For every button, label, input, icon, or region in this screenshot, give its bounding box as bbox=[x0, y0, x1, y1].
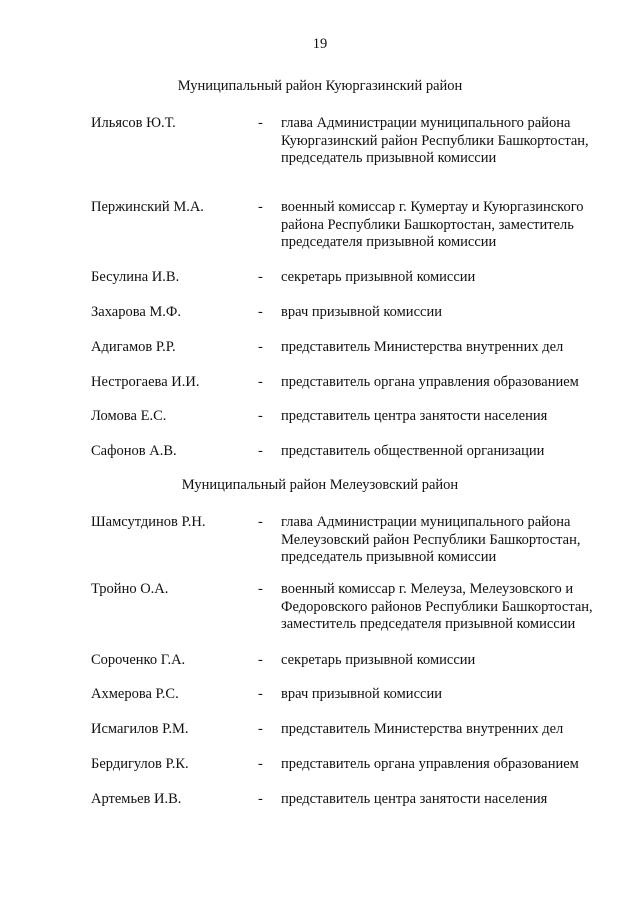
member-role: представитель органа управления образованием bbox=[281, 374, 579, 390]
member-dash: - bbox=[258, 686, 263, 702]
member-dash: - bbox=[258, 199, 263, 215]
member-name: Бесулина И.В. bbox=[91, 269, 180, 285]
member-dash: - bbox=[258, 514, 263, 530]
member-role: представитель Министерства внутренних дел bbox=[281, 721, 564, 737]
member-name: Тройно О.А. bbox=[91, 581, 169, 597]
member-role: военный комиссар г. Кумертау и Куюргазинского района Республики Башкортостан, заместитель председателя призывной комиссии bbox=[281, 199, 584, 250]
member-name: Исмагилов Р.М. bbox=[91, 721, 189, 737]
member-name: Нестрогаева И.И. bbox=[91, 374, 200, 390]
member-name: Сороченко Г.А. bbox=[91, 652, 186, 668]
member-role: глава Администрации муниципального района Куюргазинский район Республики Башкортостан, председатель призывной комиссии bbox=[281, 115, 589, 166]
member-name: Ильясов Ю.Т. bbox=[91, 115, 176, 131]
member-name: Адигамов Р.Р. bbox=[91, 339, 176, 355]
member-role: глава Администрации муниципального района Мелеузовский район Республики Башкортостан, председатель призывной комиссии bbox=[281, 514, 581, 565]
member-dash: - bbox=[258, 269, 263, 285]
member-name: Пержинский М.А. bbox=[91, 199, 204, 215]
member-dash: - bbox=[258, 374, 263, 390]
member-role: секретарь призывной комиссии bbox=[281, 269, 476, 285]
member-dash: - bbox=[258, 721, 263, 737]
member-dash: - bbox=[258, 791, 263, 807]
member-dash: - bbox=[258, 652, 263, 668]
member-role: врач призывной комиссии bbox=[281, 304, 442, 320]
member-role: представитель центра занятости населения bbox=[281, 408, 548, 424]
member-dash: - bbox=[258, 408, 263, 424]
member-role: представитель общественной организации bbox=[281, 443, 545, 459]
section-title: Муниципальный район Куюргазинский район bbox=[177, 78, 463, 94]
member-name: Ломова Е.С. bbox=[91, 408, 167, 424]
member-role: представитель Министерства внутренних дел bbox=[281, 339, 564, 355]
member-role: военный комиссар г. Мелеуза, Мелеузовского и Федоровского районов Республики Башкортостан, заместитель председателя призывной комиссии bbox=[281, 581, 593, 632]
member-dash: - bbox=[258, 756, 263, 772]
member-name: Ахмерова Р.С. bbox=[91, 686, 179, 702]
member-dash: - bbox=[258, 115, 263, 131]
member-name: Захарова М.Ф. bbox=[91, 304, 182, 320]
page-number: 19 bbox=[312, 36, 328, 52]
member-role: представитель центра занятости населения bbox=[281, 791, 548, 807]
member-role: представитель органа управления образованием bbox=[281, 756, 579, 772]
member-dash: - bbox=[258, 443, 263, 459]
member-name: Артемьев И.В. bbox=[91, 791, 182, 807]
member-role: секретарь призывной комиссии bbox=[281, 652, 476, 668]
member-dash: - bbox=[258, 581, 263, 597]
member-name: Сафонов А.В. bbox=[91, 443, 177, 459]
member-name: Бердигулов Р.К. bbox=[91, 756, 189, 772]
member-dash: - bbox=[258, 304, 263, 320]
member-name: Шамсутдинов Р.Н. bbox=[91, 514, 206, 530]
member-dash: - bbox=[258, 339, 263, 355]
section-title: Муниципальный район Мелеузовский район bbox=[181, 477, 459, 493]
member-role: врач призывной комиссии bbox=[281, 686, 442, 702]
